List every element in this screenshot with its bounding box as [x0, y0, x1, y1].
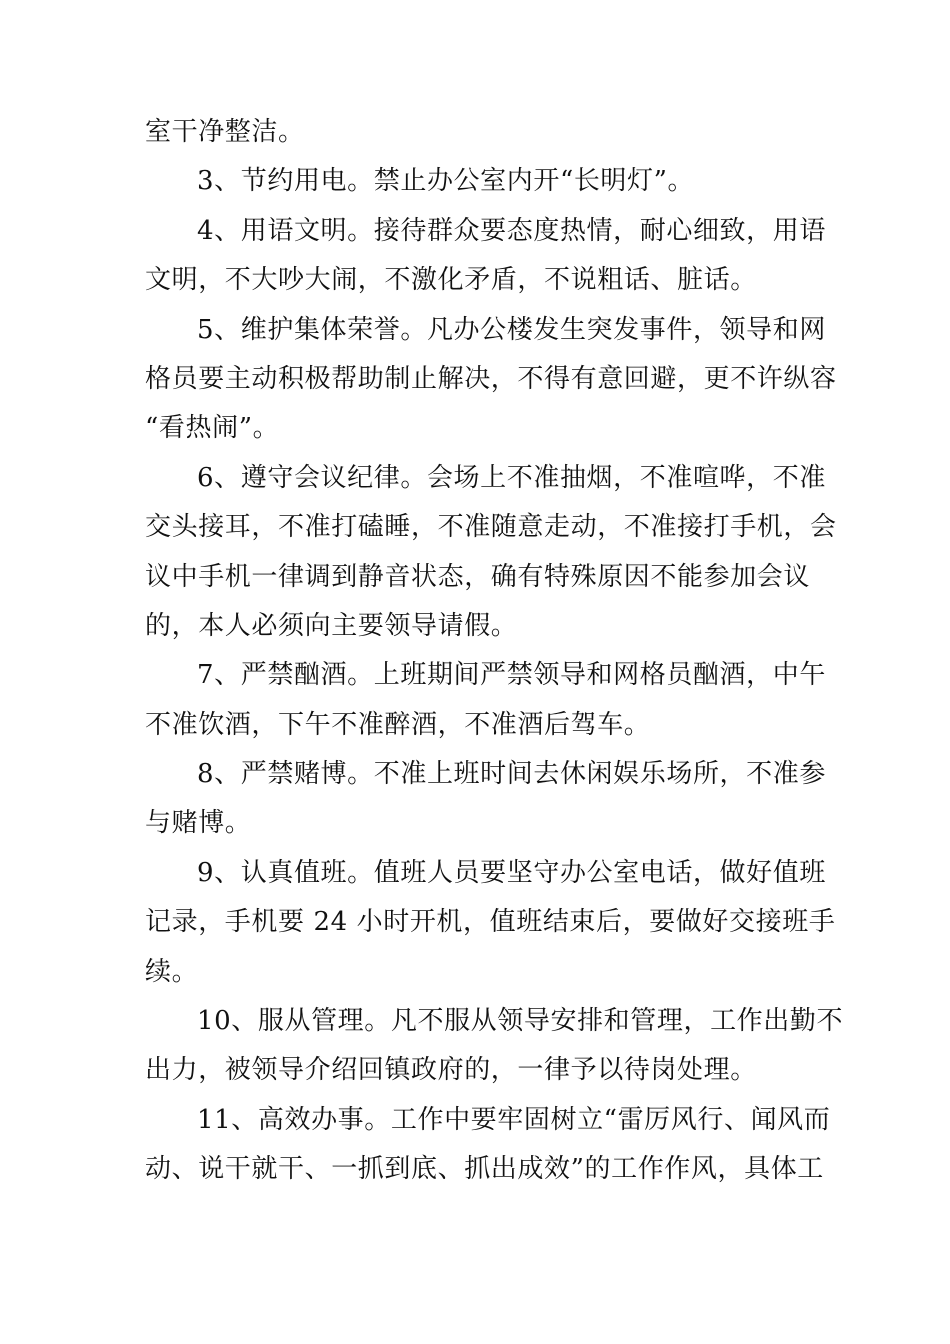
- text-line: 文明，不大吵大闹，不激化矛盾，不说粗话、脏话。: [145, 265, 757, 296]
- text-line: 6、遵守会议纪律。会场上不准抽烟，不准喧哗，不准: [197, 462, 826, 493]
- text-line: 议中手机一律调到静音状态，确有特殊原因不能参加会议: [145, 561, 811, 592]
- text-line: 10、服从管理。凡不服从领导安排和管理，工作出勤不: [197, 1006, 844, 1037]
- text-line: 动、说干就干、一抓到底、抓出成效”的工作作风，具体工: [145, 1154, 824, 1185]
- text-line: 记录，手机要 24 小时开机，值班结束后，要做好交接班手: [145, 907, 836, 938]
- document-body: [145, 108, 844, 1195]
- text-line: 11、高效办事。工作中要牢固树立“雷厉风行、闻风而: [197, 1104, 831, 1135]
- text-line: 4、用语文明。接待群众要态度热情，耐心细致，用语: [197, 215, 826, 246]
- text-line: 室干净整洁。: [145, 117, 305, 147]
- text-line: 9、认真值班。值班人员要坚守办公室电话，做好值班: [197, 857, 826, 888]
- text-line: 7、严禁酗酒。上班期间严禁领导和网格员酗酒，中午: [197, 660, 826, 691]
- text-line: 出力，被领导介绍回镇政府的，一律予以待岗处理。: [145, 1055, 757, 1086]
- text-line: 5、维护集体荣誉。凡办公楼发生突发事件，领导和网: [197, 314, 826, 345]
- text-line: 8、严禁赌博。不准上班时间去休闲娱乐场所，不准参: [197, 759, 826, 790]
- text-line: 续。: [145, 956, 199, 987]
- text-line: 不准饮酒，下午不准醉酒，不准酒后驾车。: [145, 709, 651, 740]
- text-line: 格员要主动积极帮助制止解决，不得有意回避，更不许纵容: [145, 363, 837, 394]
- text-line: 交头接耳，不准打磕睡，不准随意走动，不准接打手机，会: [145, 512, 837, 543]
- text-line: 的，本人必须向主要领导请假。: [145, 610, 518, 641]
- text-line: 3、节约用电。禁止办公室内开“长明灯”。: [197, 166, 695, 197]
- text-line: “看热闹”。: [145, 413, 280, 444]
- text-line: 与赌博。: [145, 808, 252, 839]
